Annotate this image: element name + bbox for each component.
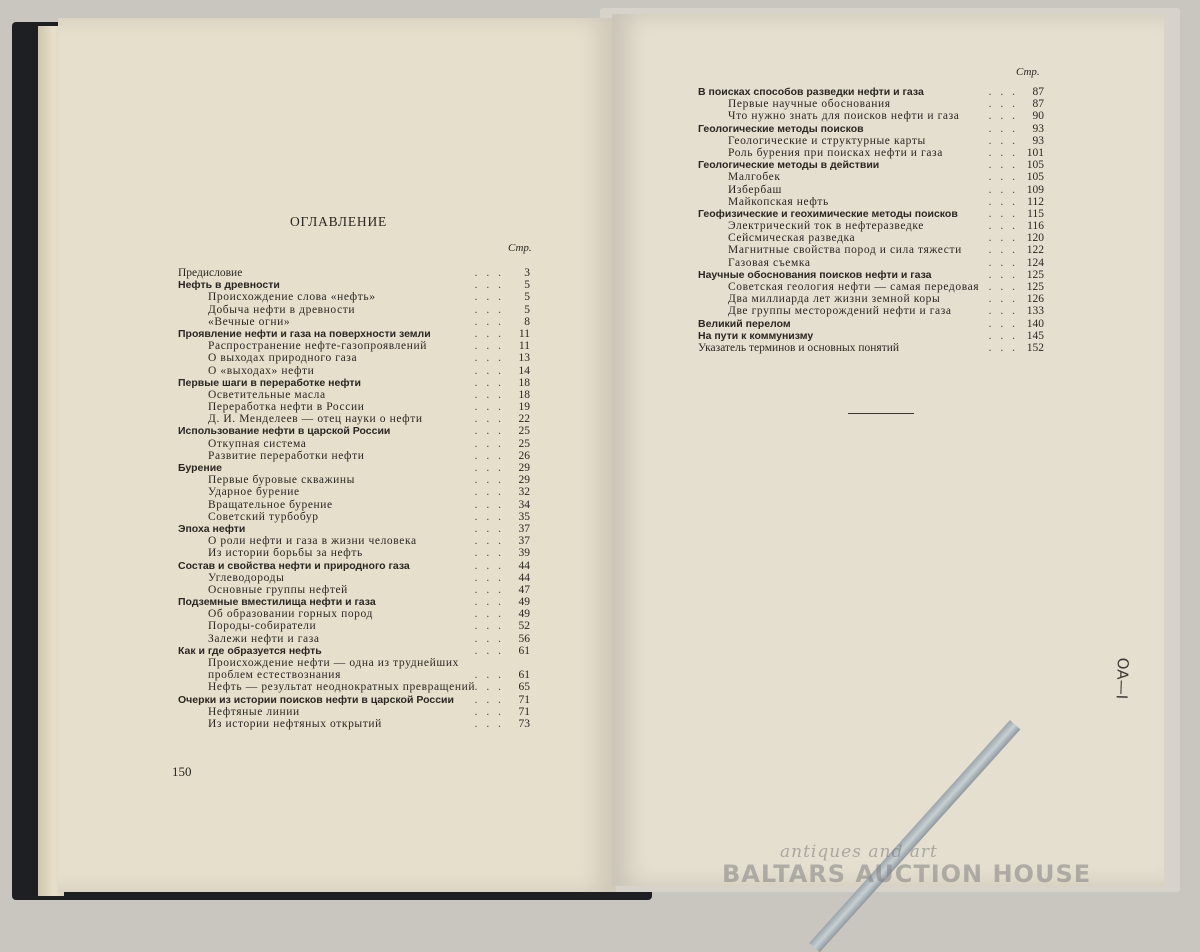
- toc-entry-page: 37: [518, 535, 530, 548]
- toc-entry-page: 39: [518, 547, 530, 560]
- toc-entry: [178, 633, 530, 645]
- toc-entry-page: 34: [518, 498, 530, 511]
- toc-entry: [178, 340, 530, 352]
- toc-entry: [178, 352, 530, 364]
- toc-entry-title: Геологические методы поисков: [698, 122, 864, 135]
- toc-entry-page: 116: [1027, 220, 1044, 233]
- toc-entry: [178, 316, 530, 328]
- toc-entry-page: 124: [1026, 256, 1044, 269]
- toc-entry-page: 3: [524, 267, 530, 279]
- toc-entry-page: 49: [518, 596, 530, 609]
- toc-entry-page: 44: [518, 559, 530, 572]
- toc-entry-page: 29: [518, 474, 530, 487]
- toc-leader-dots: . . .: [474, 535, 504, 548]
- toc-entry-title: О выходах природного газа: [208, 352, 358, 365]
- toc-entry-title: Происхождение слова «нефть»: [208, 291, 376, 304]
- toc-entry-title: Проявление нефти и газа на поверхности земли: [178, 327, 431, 340]
- toc-leader-dots: . . .: [474, 413, 504, 426]
- toc-leader-dots: . . .: [474, 522, 504, 535]
- toc-entry-title: Роль бурения при поисках нефти и газа: [728, 146, 943, 159]
- toc-leader-dots: . . .: [988, 341, 1018, 354]
- toc-entry-title: проблем естествознания: [208, 669, 341, 682]
- toc-entry-title: Переработка нефти в России: [208, 401, 365, 414]
- toc-entry-title: Газовая съемка: [728, 256, 811, 269]
- toc-entry-page: 71: [518, 705, 530, 718]
- toc-leader-dots: . . .: [474, 693, 504, 706]
- toc-entry-page: 19: [518, 401, 530, 414]
- toc-entry-page: 61: [518, 669, 530, 682]
- toc-entry: [178, 328, 530, 340]
- toc-entry-title: Углеводороды: [208, 571, 285, 584]
- toc-entry: [178, 413, 530, 425]
- margin-note: ОА—I: [1112, 657, 1132, 700]
- toc-entry: [698, 98, 1044, 110]
- toc-entry: [178, 645, 530, 657]
- toc-leader-dots: . . .: [474, 717, 504, 730]
- toc-entry-title: Бурение: [178, 462, 222, 474]
- toc-entry-page: 87: [1032, 86, 1044, 98]
- toc-entry: [698, 281, 1044, 293]
- toc-title: ОГЛАВЛЕНИЕ: [290, 214, 388, 229]
- watermark-line1: antiques and art: [780, 842, 938, 862]
- toc-entry: [698, 269, 1044, 281]
- toc-entry: [178, 267, 530, 279]
- toc-entry-title: Залежи нефти и газа: [208, 632, 320, 645]
- toc-entry-title: Что нужно знать для поисков нефти и газа: [728, 110, 960, 123]
- toc-entry-title: Д. И. Менделеев — отец науки о нефти: [208, 413, 423, 426]
- toc-entry-title: Ударное бурение: [208, 486, 300, 499]
- toc-entry: [178, 438, 530, 450]
- toc-entry-title: Магнитные свойства пород и сила тяжести: [728, 244, 962, 257]
- toc-entry: [698, 257, 1044, 269]
- toc-entry-title: Распространение нефте-газопроявлений: [208, 340, 427, 353]
- toc-entry: [178, 706, 530, 718]
- toc-entry-title: Геологические методы в действии: [698, 159, 880, 172]
- toc-entry: [698, 135, 1044, 147]
- toc-entry-title: Добыча нефти в древности: [208, 303, 356, 316]
- toc-entry-title: В поисках способов разведки нефти и газа: [698, 86, 924, 98]
- toc-leader-dots: . . .: [988, 256, 1018, 269]
- toc-entry: [178, 547, 530, 559]
- toc-leader-dots: . . .: [474, 644, 504, 657]
- toc-leader-dots: . . .: [988, 171, 1018, 184]
- toc-entry-page: 5: [524, 291, 530, 304]
- toc-entry: [178, 511, 530, 523]
- toc-leader-dots: . . .: [474, 705, 504, 718]
- toc-entry-title: Советская геология нефти — самая передовая: [728, 281, 980, 293]
- toc-leader-dots: . . .: [988, 159, 1018, 172]
- toc-entry: [698, 318, 1044, 330]
- page-number: 150: [172, 764, 192, 779]
- toc-entry-title: Нефть — результат неоднократных превращений: [208, 681, 476, 694]
- toc-entry: [698, 293, 1044, 305]
- toc-entry-page: 13: [518, 352, 530, 365]
- toc-leader-dots: . . .: [988, 86, 1018, 98]
- toc-entry: [178, 572, 530, 584]
- toc-leader-dots: . . .: [474, 620, 504, 633]
- left-pages-label: Стр.: [508, 242, 532, 254]
- toc-entry-page: 37: [518, 522, 530, 535]
- watermark-line2: BALTARS AUCTION HOUSE: [722, 860, 1092, 888]
- toc-entry-page: 65: [518, 681, 530, 694]
- toc-entry-page: 26: [518, 449, 530, 462]
- toc-entry: [178, 377, 530, 389]
- toc-entry-page: 8: [524, 315, 530, 328]
- toc-entry-title: Предисловие: [178, 267, 243, 279]
- toc-entry-title: Нефтяные линии: [208, 705, 300, 718]
- toc-entry: [698, 220, 1044, 232]
- toc-leader-dots: . . .: [474, 352, 504, 365]
- toc-entry: [698, 123, 1044, 135]
- toc-entry: [178, 425, 530, 437]
- toc-entry-title: Избербаш: [728, 183, 783, 196]
- toc-entry-title: Великий перелом: [698, 317, 791, 330]
- toc-leader-dots: . . .: [474, 632, 504, 645]
- toc-entry: [178, 401, 530, 413]
- left-toc-list: [178, 267, 530, 730]
- toc-entry: [698, 184, 1044, 196]
- toc-entry-page: 14: [518, 364, 530, 377]
- toc-entry: [178, 584, 530, 596]
- toc-entry: [178, 620, 530, 632]
- toc-entry: [178, 608, 530, 620]
- toc-entry-page: 5: [524, 279, 530, 292]
- toc-entry-title: Научные обоснования поисков нефти и газа: [698, 268, 932, 281]
- toc-entry-page: 25: [518, 425, 530, 438]
- toc-entry-page: 126: [1026, 293, 1044, 306]
- toc-entry-title: Из истории борьбы за нефть: [208, 547, 363, 560]
- toc-leader-dots: . . .: [988, 329, 1018, 342]
- toc-entry-page: 101: [1026, 146, 1044, 159]
- toc-entry: [178, 669, 530, 681]
- toc-entry-title: Две группы месторождений нефти и газа: [728, 305, 952, 318]
- toc-entry: [178, 279, 530, 291]
- toc-entry: [178, 304, 530, 316]
- toc-entry: [698, 110, 1044, 122]
- toc-leader-dots: . . .: [474, 571, 504, 584]
- toc-entry: [698, 196, 1044, 208]
- toc-leader-dots: . . .: [988, 244, 1018, 257]
- toc-entry-title: Малгобек: [728, 171, 781, 184]
- toc-entry-title: Эпоха нефти: [178, 522, 246, 535]
- right-toc-list: [698, 86, 1044, 354]
- toc-entry-title: Очерки из истории поисков нефти в царской России: [178, 693, 454, 706]
- toc-entry: [178, 694, 530, 706]
- toc-leader-dots: . . .: [988, 232, 1018, 245]
- toc-entry: [178, 450, 530, 462]
- toc-entry-page: 93: [1032, 122, 1044, 135]
- toc-entry-title: Советский турбобур: [208, 510, 319, 523]
- toc-entry-page: 105: [1026, 159, 1044, 172]
- toc-leader-dots: . . .: [474, 364, 504, 377]
- toc-entry-page: 32: [518, 486, 530, 499]
- toc-entry-title: Происхождение нефти — одна из труднейших: [208, 657, 459, 669]
- toc-entry: [698, 305, 1044, 317]
- toc-entry-title: Геофизические и геохимические методы поисков: [698, 207, 958, 220]
- toc-leader-dots: . . .: [988, 183, 1018, 196]
- toc-entry: [178, 681, 530, 693]
- toc-entry-page: 87: [1032, 98, 1044, 111]
- toc-entry-title: Геологические и структурные карты: [728, 134, 926, 147]
- toc-entry-page: 18: [518, 388, 530, 401]
- toc-leader-dots: . . .: [474, 510, 504, 523]
- toc-entry-page: 112: [1027, 195, 1044, 208]
- toc-leader-dots: . . .: [988, 281, 1018, 293]
- toc-entry: [698, 86, 1044, 98]
- toc-entry: [178, 474, 530, 486]
- toc-entry-page: 122: [1026, 244, 1044, 257]
- toc-entry-page: 73: [518, 717, 530, 730]
- toc-entry: [178, 462, 530, 474]
- toc-leader-dots: . . .: [474, 449, 504, 462]
- toc-entry: [698, 232, 1044, 244]
- toc-entry-title: Состав и свойства нефти и природного газа: [178, 559, 410, 572]
- toc-entry-title: О «выходах» нефти: [208, 364, 315, 377]
- toc-leader-dots: . . .: [474, 583, 504, 596]
- toc-entry-title: Подземные вместилища нефти и газа: [178, 596, 376, 609]
- toc-entry-title: Породы-собиратели: [208, 620, 317, 633]
- end-rule: [848, 413, 914, 414]
- toc-entry-page: 125: [1026, 281, 1044, 293]
- toc-entry-title: Электрический ток в нефтеразведке: [728, 220, 924, 233]
- toc-leader-dots: . . .: [988, 134, 1018, 147]
- toc-leader-dots: . . .: [988, 207, 1018, 220]
- toc-leader-dots: . . .: [474, 669, 504, 682]
- toc-entry-title: Основные группы нефтей: [208, 583, 348, 596]
- toc-entry-title: Первые научные обоснования: [728, 98, 891, 111]
- toc-leader-dots: . . .: [988, 317, 1018, 330]
- toc-entry-page: 18: [518, 376, 530, 389]
- toc-entry-page: 56: [518, 632, 530, 645]
- toc-entry-page: 109: [1026, 183, 1044, 196]
- toc-entry: [698, 244, 1044, 256]
- toc-entry: [178, 560, 530, 572]
- toc-entry-page: 125: [1026, 268, 1044, 281]
- toc-leader-dots: . . .: [474, 596, 504, 609]
- toc-entry: [178, 535, 530, 547]
- toc-entry-title: Указатель терминов и основных понятий: [698, 341, 900, 354]
- toc-entry: [698, 342, 1044, 354]
- toc-entry-title: Из истории нефтяных открытий: [208, 717, 382, 730]
- toc-entry: [698, 330, 1044, 342]
- toc-entry-page: 140: [1026, 317, 1044, 330]
- toc-entry-page: 44: [518, 571, 530, 584]
- toc-entry-page: 29: [518, 462, 530, 474]
- toc-leader-dots: . . .: [988, 305, 1018, 318]
- toc-entry-page: 133: [1026, 305, 1044, 318]
- toc-leader-dots: . . .: [474, 401, 504, 414]
- toc-leader-dots: . . .: [474, 388, 504, 401]
- toc-entry-page: 120: [1026, 232, 1044, 245]
- toc-entry-title: Нефть в древности: [178, 279, 280, 292]
- toc-entry-title: Осветительные масла: [208, 388, 326, 401]
- toc-entry-title: «Вечные огни»: [208, 315, 291, 328]
- toc-entry-page: 47: [518, 583, 530, 596]
- toc-entry-title: Майкопская нефть: [728, 195, 829, 208]
- toc-leader-dots: . . .: [474, 608, 504, 621]
- toc-entry-page: 35: [518, 510, 530, 523]
- toc-entry: [178, 291, 530, 303]
- toc-entry-page: 115: [1027, 207, 1044, 220]
- toc-entry: [178, 365, 530, 377]
- toc-entry-title: Развитие переработки нефти: [208, 449, 365, 462]
- toc-leader-dots: . . .: [474, 291, 504, 304]
- toc-leader-dots: . . .: [988, 293, 1018, 306]
- toc-leader-dots: . . .: [474, 340, 504, 353]
- toc-leader-dots: . . .: [474, 681, 504, 694]
- toc-leader-dots: . . .: [988, 146, 1018, 159]
- toc-entry-page: 71: [518, 693, 530, 706]
- toc-leader-dots: . . .: [474, 303, 504, 316]
- toc-leader-dots: . . .: [988, 122, 1018, 135]
- toc-entry: [178, 523, 530, 535]
- toc-entry-page: 90: [1032, 110, 1044, 123]
- toc-entry-page: 5: [524, 303, 530, 316]
- toc-leader-dots: . . .: [474, 474, 504, 487]
- toc-entry: [698, 147, 1044, 159]
- toc-entry-title: Первые буровые скважины: [208, 474, 355, 487]
- toc-leader-dots: . . .: [474, 462, 504, 474]
- toc-entry-page: 93: [1032, 134, 1044, 147]
- toc-leader-dots: . . .: [474, 279, 504, 292]
- toc-entry-title: Как и где образуется нефть: [178, 644, 322, 657]
- toc-leader-dots: . . .: [474, 547, 504, 560]
- toc-entry: [698, 208, 1044, 220]
- toc-leader-dots: . . .: [988, 195, 1018, 208]
- toc-entry-page: 22: [518, 413, 530, 426]
- toc-entry: [178, 657, 530, 669]
- toc-entry: [178, 499, 530, 511]
- toc-leader-dots: . . .: [988, 98, 1018, 111]
- toc-entry-page: 11: [518, 327, 530, 340]
- toc-leader-dots: . . .: [474, 437, 504, 450]
- toc-entry: [178, 596, 530, 608]
- toc-leader-dots: . . .: [474, 327, 504, 340]
- toc-entry-title: Сейсмическая разведка: [728, 232, 856, 245]
- toc-entry: [178, 718, 530, 730]
- toc-entry-title: О роли нефти и газа в жизни человека: [208, 535, 417, 548]
- toc-leader-dots: . . .: [988, 110, 1018, 123]
- toc-entry-page: 61: [518, 644, 530, 657]
- toc-leader-dots: . . .: [474, 267, 504, 279]
- toc-entry-page: 49: [518, 608, 530, 621]
- toc-entry-title: Откупная система: [208, 437, 307, 450]
- toc-entry-title: На пути к коммунизму: [698, 329, 814, 342]
- toc-entry: [178, 389, 530, 401]
- toc-entry-title: Вращательное бурение: [208, 498, 333, 511]
- toc-entry-title: Об образовании горных пород: [208, 608, 373, 621]
- toc-leader-dots: . . .: [988, 220, 1018, 233]
- toc-leader-dots: . . .: [474, 559, 504, 572]
- toc-entry-title: Использование нефти в царской России: [178, 425, 391, 438]
- toc-entry-page: 52: [518, 620, 530, 633]
- toc-leader-dots: . . .: [988, 268, 1018, 281]
- toc-entry-title: Первые шаги в переработке нефти: [178, 376, 361, 389]
- toc-entry-page: 25: [518, 437, 530, 450]
- toc-entry: [698, 171, 1044, 183]
- toc-entry-page: 105: [1026, 171, 1044, 184]
- toc-leader-dots: . . .: [474, 315, 504, 328]
- toc-entry-page: 145: [1026, 329, 1044, 342]
- toc-entry-title: Два миллиарда лет жизни земной коры: [728, 293, 941, 306]
- toc-leader-dots: . . .: [474, 425, 504, 438]
- toc-entry-page: 152: [1026, 341, 1044, 354]
- toc-entry: [178, 486, 530, 498]
- toc-leader-dots: . . .: [474, 498, 504, 511]
- toc-entry-page: 11: [518, 340, 530, 353]
- right-pages-label: Стр.: [1016, 66, 1040, 78]
- toc-leader-dots: . . .: [474, 486, 504, 499]
- toc-entry: [698, 159, 1044, 171]
- toc-leader-dots: . . .: [474, 376, 504, 389]
